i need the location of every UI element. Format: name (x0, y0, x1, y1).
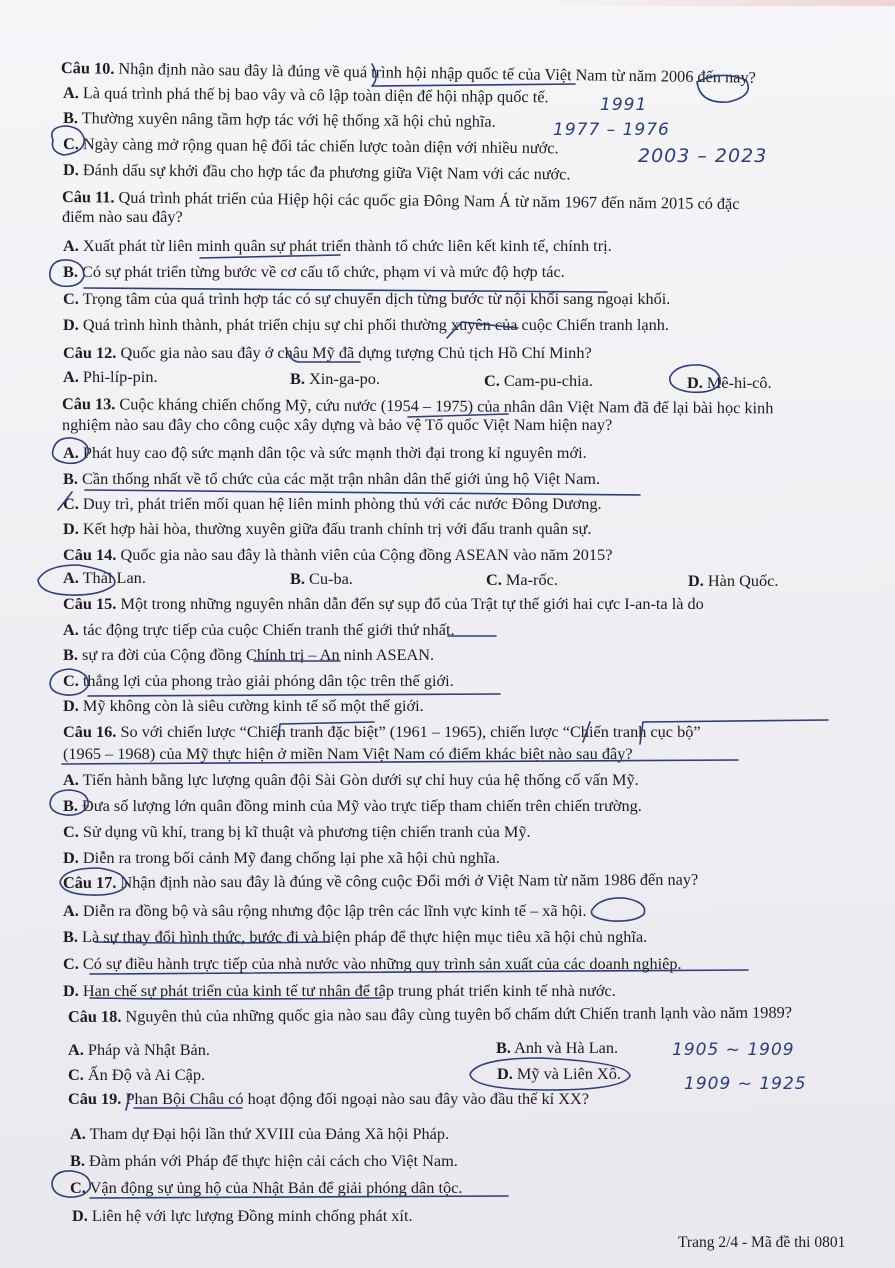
question-17: Câu 17. Nhận định nào sau đây là đúng về công cuộc Đổi mới ở Việt Nam từ năm 1986 đến nay? (62, 869, 699, 892)
q12-option-c: C. Cam-pu-chia. (484, 371, 593, 390)
q12-option-b: B. Xin-ga-po. (290, 369, 380, 388)
q11-option-d: D. Quá trình hình thành, phát triển chịu sự chi phối thường xuyên của cuộc Chiến tranh lạnh. (63, 315, 669, 334)
q10-option-d: D. Đánh dấu sự khởi đầu cho hợp tác đa phương giữa Việt Nam với các nước. (62, 160, 571, 184)
handwritten-note-1905: 1905 ~ 1909 (672, 1040, 795, 1060)
q19-option-d: D. Liên hệ với lực lượng Đồng minh chống phát xít. (72, 1206, 413, 1225)
q13-option-d: D. Kết hợp hài hòa, thường xuyên giữa đấu tranh chính trị với đấu tranh quân sự. (63, 519, 592, 538)
question-12: Câu 12. Quốc gia nào sau đây ở châu Mỹ đã dựng tượng Chủ tịch Hồ Chí Minh? (63, 343, 592, 362)
question-18: Câu 18. Nguyên thủ của những quốc gia nào sau đây cùng tuyên bố chấm dứt Chiến tranh lạnh vào năm 1989? (67, 1002, 792, 1026)
q12-option-d: D. Mê-hi-cô. (687, 373, 772, 392)
question-11-cont: điểm nào sau đây? (62, 207, 183, 226)
question-16: Câu 16. So với chiến lược “Chiến tranh đặc biệt” (1961 – 1965), chiến lược “Chiến tranh cục bộ” (63, 722, 701, 741)
handwritten-note-1977: 1977 – 1976 (553, 120, 670, 140)
q13-option-c: C. Duy trì, phát triển mối quan hệ liên minh phòng thủ với các nước Đông Dương. (63, 494, 602, 513)
q10-option-c: C. Ngày càng mở rộng quan hệ đối tác chiến lược toàn diện với nhiều nước. (62, 134, 559, 158)
question-10: Câu 10. Nhận định nào sau đây là đúng về quá trình hội nhập quốc tế của Việt Nam từ năm 2006 đến nay? (60, 58, 756, 87)
q14-option-c: C. Ma-rốc. (486, 570, 558, 589)
q19-option-b: B. Đàm phán với Pháp để thực hiện cải cách cho Việt Nam. (70, 1151, 458, 1170)
q18-option-b: B. Anh và Hà Lan. (496, 1038, 619, 1057)
question-14: Câu 14. Quốc gia nào sau đây là thành viên của Cộng đồng ASEAN vào năm 2015? (63, 545, 613, 564)
question-11: Câu 11. Quá trình phát triển của Hiệp hội các quốc gia Đông Nam Á từ năm 1967 đến năm 2015 có đặc (61, 187, 740, 214)
question-13: Câu 13. Cuộc kháng chiến chống Mỹ, cứu nước (1954 – 1975) của nhân dân Việt Nam đã để lại bài học kinh (61, 394, 774, 418)
q11-option-a: A. Xuất phát từ liên minh quân sự phát triển thành tổ chức liên kết kinh tế, chính trị. (63, 236, 612, 255)
q10-option-a: A. Là quá trình phá thế bị bao vây và cô lập toàn diện để hội nhập quốc tế. (62, 83, 549, 107)
q13-option-a: A. Phát huy cao độ sức mạnh dân tộc và sức mạnh thời đại trong kỉ nguyên mới. (63, 443, 587, 462)
q19-option-a: A. Tham dự Đại hội lần thứ XVIII của Đảng Xã hội Pháp. (70, 1124, 450, 1143)
q18-option-d: D. Mỹ và Liên Xô. (497, 1064, 621, 1083)
q14-option-a: A. Thái Lan. (63, 568, 146, 587)
question-16-cont: (1965 – 1968) của Mỹ thực hiện ở miền Nam Việt Nam có điểm khác biệt nào sau đây? (63, 744, 633, 763)
question-15: Câu 15. Một trong những nguyên nhân dẫn đến sự sụp đổ của Trật tự thế giới hai cực I-an-ta là do (63, 594, 704, 613)
handwritten-note-1909: 1909 ~ 1925 (684, 1074, 807, 1094)
page-footer: Trang 2/4 - Mã đề thi 0801 (678, 1234, 846, 1251)
q17-option-a: A. Diễn ra đồng bộ và sâu rộng nhưng độc lập trên các lĩnh vực kinh tế – xã hội. (63, 901, 587, 920)
q19-option-c: C. Vận động sự ủng hộ của Nhật Bản để giải phóng dân tộc. (70, 1178, 463, 1197)
q16-option-c: C. Sử dụng vũ khí, trang bị kĩ thuật và phương tiện chiến tranh của Mỹ. (63, 822, 531, 841)
q15-option-c: C. thắng lợi của phong trào giải phóng dân tộc trên thế giới. (63, 671, 454, 690)
q15-option-a: A. tác động trực tiếp của cuộc Chiến tranh thế giới thứ nhất. (63, 620, 455, 639)
question-19: Câu 19. Phan Bội Châu có hoạt động đối ngoại nào sau đây vào đầu thế kỉ XX? (68, 1089, 589, 1108)
q16-option-b: B. Đưa số lượng lớn quân đồng minh của Mỹ vào trực tiếp tham chiến trên chiến trường. (63, 796, 642, 815)
page-edge-shadow (0, 0, 895, 6)
q17-option-b: B. Là sự thay đổi hình thức, bước đi và biện pháp để thực hiện mục tiêu xã hội chủ nghĩa. (63, 927, 648, 946)
q16-option-d: D. Diễn ra trong bối cảnh Mỹ đang chống lại phe xã hội chủ nghĩa. (63, 848, 500, 867)
q14-option-b: B. Cu-ba. (290, 569, 353, 588)
handwritten-note-1991: 1991 (600, 95, 648, 115)
q17-option-c: C. Có sự điều hành trực tiếp của nhà nước vào những quy trình sản xuất của các doanh nghiệp. (63, 954, 682, 973)
q13-option-b: B. Cần thống nhất về tổ chức của các mặt trận nhân dân thế giới ủng hộ Việt Nam. (63, 469, 601, 488)
q15-option-b: B. sự ra đời của Cộng đồng Chính trị – An ninh ASEAN. (63, 645, 435, 664)
q11-option-b: B. Có sự phát triển từng bước về cơ cấu tổ chức, phạm vi và mức độ hợp tác. (63, 262, 565, 281)
q15-option-d: D. Mỹ không còn là siêu cường kinh tế số một thế giới. (63, 696, 424, 715)
q18-option-a: A. Pháp và Nhật Bản. (68, 1040, 210, 1059)
q14-option-d: D. Hàn Quốc. (688, 571, 779, 590)
handwritten-note-2003: 2003 – 2023 (638, 145, 768, 167)
q16-option-a: A. Tiến hành bằng lực lượng quân đội Sài Gòn dưới sự chỉ huy của hệ thống cố vấn Mỹ. (63, 770, 639, 789)
q11-option-c: C. Trọng tâm của quá trình hợp tác có sự chuyển dịch từng bước từ nội khối sang ngoại khối. (63, 289, 671, 308)
q17-option-d: D. Hạn chế sự phát triển của kinh tế tư nhân để tập trung phát triển kinh tế nhà nước. (63, 981, 616, 1000)
q10-option-b: B. Thường xuyên nâng tầm hợp tác với hệ thống xã hội chủ nghĩa. (62, 108, 496, 131)
q12-option-a: A. Phi-líp-pin. (63, 367, 158, 386)
q18-option-c: C. Ấn Độ và Ai Cập. (68, 1065, 206, 1084)
question-13-cont: nghiệm nào sau đây cho công cuộc xây dựng và bảo vệ Tổ quốc Việt Nam hiện nay? (62, 415, 613, 434)
